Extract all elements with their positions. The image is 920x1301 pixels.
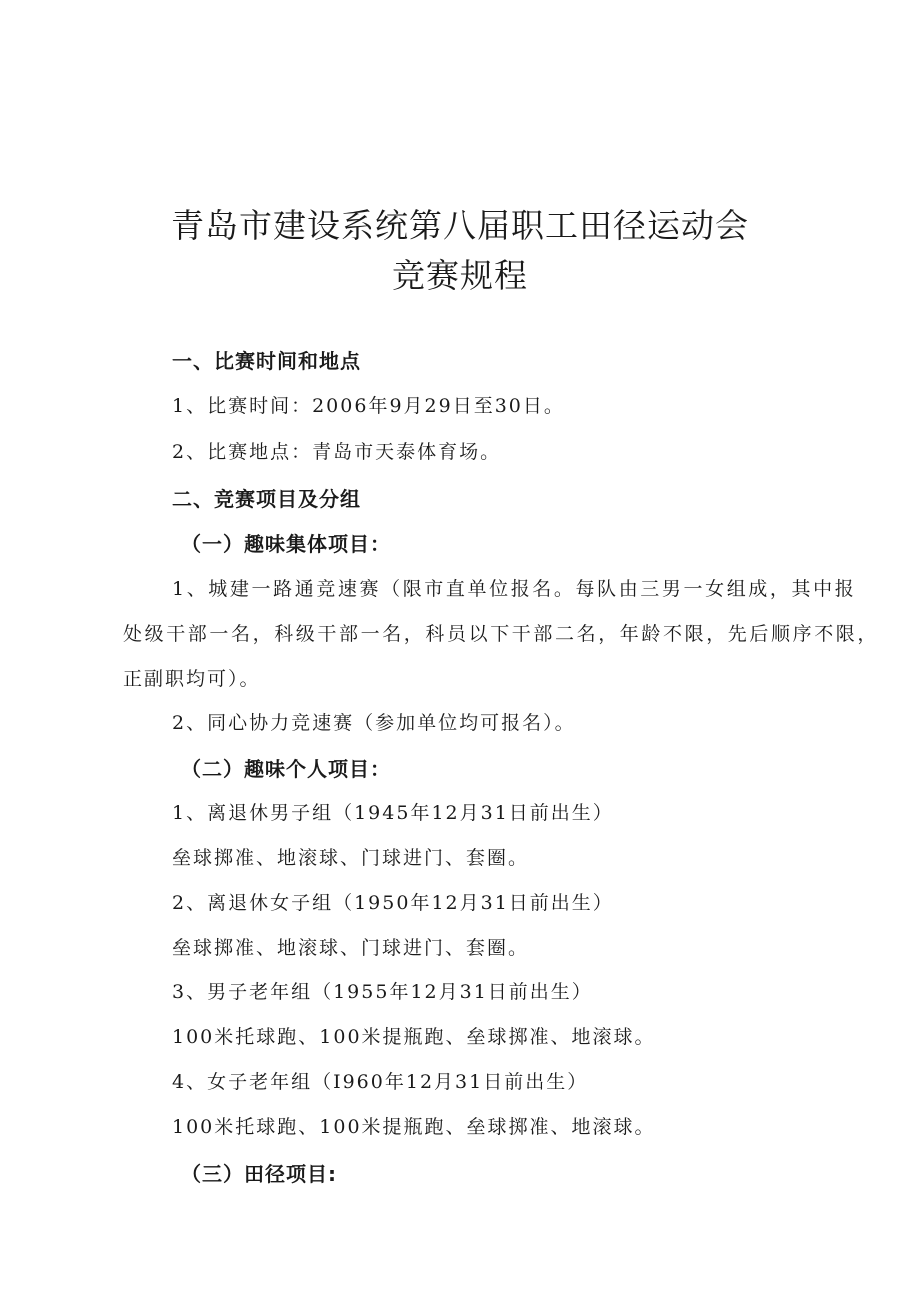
paragraph-line: 正副职均可）。	[123, 668, 261, 690]
list-item: 100米托球跑、100米提瓶跑、垒球掷准、地滚球。	[172, 1116, 656, 1138]
subsection-heading-track-field: （三）田径项目:	[181, 1162, 337, 1186]
list-item-time: 1、比赛时间：2006年9月29日至30日。	[172, 395, 565, 417]
list-item: 4、女子老年组（I960年12月31日前出生）	[172, 1071, 589, 1093]
list-item: 垒球掷准、地滚球、门球进门、套圈。	[172, 937, 530, 959]
subsection-heading-group-fun: （一）趣味集体项目：	[181, 532, 391, 556]
list-item: 100米托球跑、100米提瓶跑、垒球掷准、地滚球。	[172, 1026, 656, 1048]
list-item: 2、离退休女子组（1950年12月31日前出生）	[172, 892, 614, 914]
document-title: 青岛市建设系统第八届职工田径运动会	[171, 206, 749, 245]
document-subtitle: 竞赛规程	[392, 256, 528, 295]
list-item: 垒球掷准、地滚球、门球进门、套圈。	[172, 847, 530, 869]
paragraph-line: 1、城建一路通竞速赛（限市直单位报名。每队由三男一女组成，其中报	[172, 578, 857, 600]
paragraph-line: 处级干部一名，科级干部一名，科员以下干部二名，年龄不限，先后顺序不限，	[123, 623, 880, 645]
list-item: 2、同心协力竞速赛（参加单位均可报名）。	[172, 712, 576, 734]
section-heading-time-location: 一、比赛时间和地点	[172, 349, 361, 373]
list-item: 3、男子老年组（1955年12月31日前出生）	[172, 981, 593, 1003]
list-item: 1、离退休男子组（1945年12月31日前出生）	[172, 802, 614, 824]
list-item-location: 2、比赛地点：青岛市天泰体育场。	[172, 441, 502, 463]
section-heading-events: 二、竞赛项目及分组	[172, 487, 361, 511]
subsection-heading-individual-fun: （二）趣味个人项目：	[181, 757, 391, 781]
